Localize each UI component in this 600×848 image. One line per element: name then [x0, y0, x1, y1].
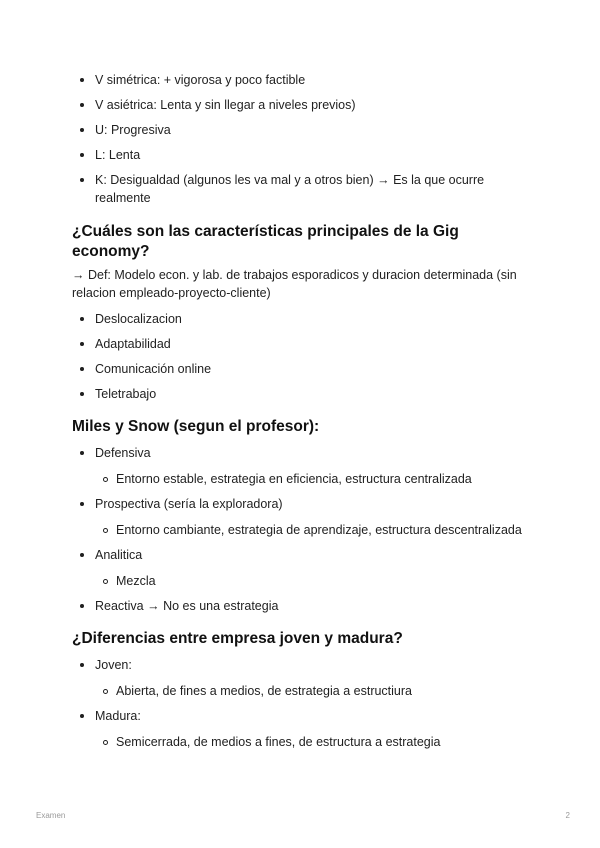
list-item: [72, 707, 532, 751]
sub-list-item: Entorno cambiante, estrategia de aprendizaje, estructura descentralizada: [95, 521, 532, 539]
list-item: [72, 444, 532, 488]
footer-page-number: 2: [565, 811, 570, 820]
section-heading-gig: ¿Cuáles son las características principales de la Gig economy?: [72, 223, 459, 260]
footer-document-title: Examen: [36, 811, 66, 820]
list-item-label: Prospectiva (sería la exploradora): [95, 497, 283, 511]
list-item: [72, 495, 532, 539]
section-heading-differences: ¿Diferencias entre empresa joven y madura?: [72, 630, 403, 647]
sub-list: [95, 572, 532, 590]
section-heading-miles-snow: Miles y Snow (segun el profesor):: [72, 418, 320, 435]
sub-list: [95, 521, 532, 539]
sub-list-item: Abierta, de fines a medios, de estrategia a estructiura: [95, 682, 532, 700]
sub-list: [95, 682, 532, 700]
list-item: Teletrabajo: [72, 385, 532, 403]
gig-features-list: [72, 310, 532, 403]
list-item-label: Joven:: [95, 658, 132, 672]
list-item-label: Defensiva: [95, 446, 151, 460]
list-item: [72, 546, 532, 590]
sub-list: [95, 470, 532, 488]
sub-list-item: Entorno estable, estrategia en eficiencia, estructura centralizada: [95, 470, 532, 488]
list-item: L: Lenta: [72, 146, 532, 164]
sub-list-item: Mezcla: [95, 572, 532, 590]
list-item: [72, 656, 532, 700]
list-item: Adaptabilidad: [72, 335, 532, 353]
list-item-label: Madura:: [95, 709, 141, 723]
list-item: [72, 597, 532, 615]
gig-definition: → Def: Modelo econ. y lab. de trabajos esporadicos y duracion determinada (sin relacion empleado-proyecto-cliente): [72, 268, 517, 300]
list-item-label: Reactiva → No es una estrategia: [95, 599, 279, 613]
recovery-shapes-list: [72, 71, 532, 207]
list-item: V simétrica: + vigorosa y poco factible: [72, 71, 532, 89]
list-item: K: Desigualdad (algunos les va mal y a otros bien) → Es la que ocurre realmente: [72, 171, 532, 207]
differences-list: [72, 656, 532, 751]
list-item-label: Analitica: [95, 548, 143, 562]
list-item: Deslocalizacion: [72, 310, 532, 328]
list-item: V asiétrica: Lenta y sin llegar a niveles previos): [72, 96, 532, 114]
sub-list-item: Semicerrada, de medios a fines, de estructura a estrategia: [95, 733, 532, 751]
miles-snow-list: [72, 444, 532, 615]
list-item: U: Progresiva: [72, 121, 532, 139]
page-content: [72, 71, 532, 751]
list-item: Comunicación online: [72, 360, 532, 378]
sub-list: [95, 733, 532, 751]
